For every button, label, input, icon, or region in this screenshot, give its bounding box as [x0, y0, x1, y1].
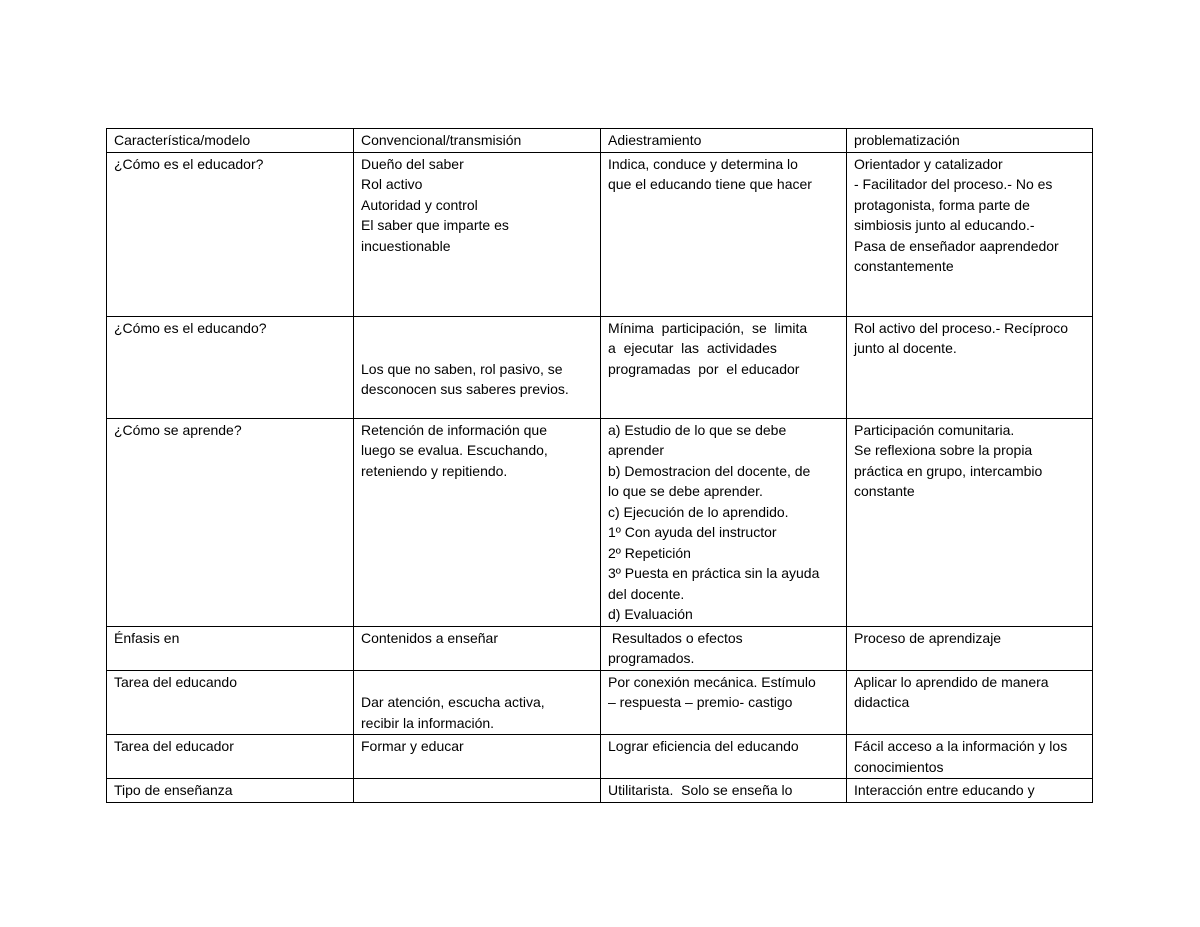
table-cell — [601, 670, 847, 735]
cell-text: recibir la información. — [361, 714, 495, 731]
header-convencional: Convencional/transmisión — [361, 132, 522, 148]
cell-text: Rol activo — [361, 176, 423, 192]
header-problematizacion: problematización — [854, 132, 960, 148]
cell-text: protagonista, forma parte de — [854, 196, 1030, 213]
table-cell — [601, 418, 847, 626]
cell-text: d) Evaluación — [608, 606, 693, 622]
blank-line — [361, 672, 593, 693]
cell-text: Por conexión mecánica. Estímulo — [608, 673, 816, 690]
cell-text: Orientador y catalizador — [854, 155, 1003, 172]
table-cell — [601, 626, 847, 670]
row-label: Tarea del educando — [114, 673, 237, 690]
cell-text: Fácil acceso a la información y los — [854, 738, 1068, 754]
header-cell — [601, 129, 847, 153]
table-cell — [354, 735, 601, 779]
cell-text: Indica, conduce y determina lo — [608, 155, 798, 172]
cell-text: 3º Puesta en práctica sin la ayuda — [608, 565, 820, 581]
cell-text: simbiosis junto al educando.- — [854, 217, 1035, 233]
cell-text: 1º Con ayuda del instructor — [608, 524, 777, 540]
cell-text: Rol activo del proceso.- Recíproco — [854, 319, 1068, 336]
table-cell — [847, 152, 1093, 316]
row-label: ¿Cómo se aprende? — [114, 421, 242, 438]
table-cell — [354, 152, 601, 316]
cell-text: programados. — [608, 650, 695, 666]
row-label: ¿Cómo es el educando? — [114, 319, 267, 336]
blank-line — [361, 318, 593, 339]
cell-text: Pasa de enseñador aaprendedor — [854, 237, 1059, 254]
row-label-cell — [107, 735, 354, 779]
cell-text: Lograr eficiencia del educando — [608, 738, 799, 754]
cell-text: Aplicar lo aprendido de manera — [854, 673, 1049, 690]
header-adiestramiento: Adiestramiento — [608, 132, 702, 148]
row-label-cell — [107, 779, 354, 803]
cell-text: El saber que imparte es — [361, 217, 509, 233]
cell-text: conocimientos — [854, 758, 944, 775]
table-cell — [354, 418, 601, 626]
table-row — [107, 626, 1093, 670]
table-row — [107, 418, 1093, 626]
table-cell — [354, 626, 601, 670]
cell-text: Dueño del saber — [361, 155, 464, 172]
cell-text: Resultados o efectos — [608, 629, 743, 646]
table-row — [107, 316, 1093, 418]
comparison-table — [106, 128, 1093, 803]
cell-text: incuestionable — [361, 237, 451, 254]
cell-text: Formar y educar — [361, 738, 464, 754]
cell-text: Dar atención, escucha activa, — [361, 694, 545, 710]
cell-text: c) Ejecución de lo aprendido. — [608, 503, 789, 520]
table-cell — [601, 316, 847, 418]
cell-text: – respuesta – premio- castigo — [608, 694, 793, 710]
cell-text: aprender — [608, 442, 665, 458]
row-label-cell — [107, 626, 354, 670]
table-cell — [601, 735, 847, 779]
cell-text: Mínima participación, se limita — [608, 319, 808, 336]
table-header-row — [107, 129, 1093, 153]
cell-text: 2º Repetición — [608, 544, 691, 561]
cell-text: Participación comunitaria. — [854, 421, 1015, 438]
table-cell — [847, 779, 1093, 803]
cell-text: Interacción entre educando y — [854, 782, 1035, 798]
header-caracteristica: Característica/modelo — [114, 132, 251, 148]
row-label: ¿Cómo es el educador? — [114, 155, 264, 172]
header-cell — [354, 129, 601, 153]
table-cell — [601, 152, 847, 316]
cell-text: didactica — [854, 694, 910, 710]
cell-text: Contenidos a enseñar — [361, 629, 498, 646]
table-cell — [601, 779, 847, 803]
header-cell — [847, 129, 1093, 153]
cell-text: programadas por el educador — [608, 360, 800, 377]
cell-text: reteniendo y repitiendo. — [361, 462, 508, 479]
cell-text: constantemente — [854, 258, 954, 274]
cell-text: Los que no saben, rol pasivo, se — [361, 360, 563, 377]
cell-text: luego se evalua. Escuchando, — [361, 442, 548, 458]
table-row — [107, 779, 1093, 803]
row-label: Tarea del educador — [114, 738, 234, 754]
table-cell — [847, 670, 1093, 735]
table-row — [107, 670, 1093, 735]
row-label-cell — [107, 418, 354, 626]
table-cell — [847, 316, 1093, 418]
cell-text: que el educando tiene que hacer — [608, 176, 812, 192]
table-row — [107, 735, 1093, 779]
table-cell — [847, 735, 1093, 779]
row-label: Tipo de enseñanza — [114, 782, 233, 798]
blank-line — [361, 338, 593, 359]
cell-text: Se reflexiona sobre la propia — [854, 442, 1033, 458]
cell-text: junto al docente. — [854, 340, 957, 356]
row-label-cell — [107, 316, 354, 418]
cell-text: a ejecutar las actividades — [608, 340, 777, 356]
row-label-cell — [107, 670, 354, 735]
cell-text: constante — [854, 483, 915, 499]
table-cell — [847, 418, 1093, 626]
table-cell — [847, 626, 1093, 670]
cell-text: - Facilitador del proceso.- No es — [854, 176, 1053, 192]
cell-text: Proceso de aprendizaje — [854, 629, 1002, 646]
cell-text: b) Demostracion del docente, de — [608, 462, 811, 479]
table-cell — [354, 779, 601, 803]
cell-text: Retención de información que — [361, 421, 548, 438]
cell-text: práctica en grupo, intercambio — [854, 462, 1043, 479]
table-cell — [354, 316, 601, 418]
table-row — [107, 152, 1093, 316]
row-label-cell — [107, 152, 354, 316]
cell-text: del docente. — [608, 585, 685, 602]
cell-text: Autoridad y control — [361, 196, 478, 213]
table-cell — [354, 670, 601, 735]
cell-text: desconocen sus saberes previos. — [361, 381, 569, 397]
cell-text: Utilitarista. Solo se enseña lo — [608, 782, 793, 798]
row-label: Énfasis en — [114, 629, 180, 646]
header-cell — [107, 129, 354, 153]
cell-text: lo que se debe aprender. — [608, 483, 763, 499]
cell-text: a) Estudio de lo que se debe — [608, 421, 787, 438]
